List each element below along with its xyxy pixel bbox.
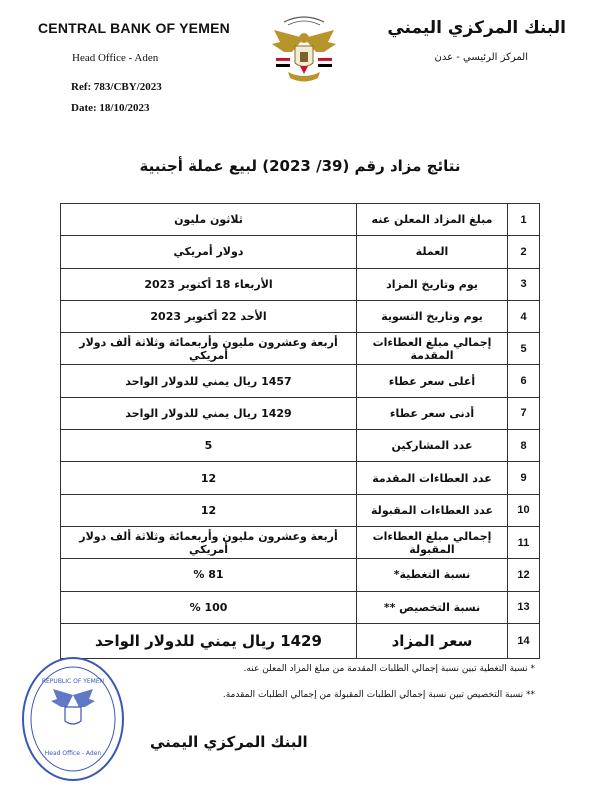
row-label: مبلغ المزاد المعلن عنه — [357, 204, 508, 236]
coverage-footnote: * نسبة التغطية تبين نسبة إجمالي الطلبات المقدمة من مبلغ المزاد المعلن عنه. — [243, 664, 535, 674]
row-number: 14 — [508, 623, 540, 658]
english-head-office: Head Office - Aden — [72, 52, 159, 64]
row-value: 5 — [61, 430, 357, 462]
row-number: 9 — [508, 462, 540, 494]
table-row — [61, 204, 540, 236]
row-label: عدد المشاركين — [357, 430, 508, 462]
auction-results-table — [60, 203, 540, 659]
row-number: 13 — [508, 591, 540, 623]
row-value: ثلاثون مليون — [61, 204, 357, 236]
table-row — [61, 591, 540, 623]
table-row — [61, 559, 540, 591]
table-row — [61, 526, 540, 558]
seal-text-bottom: Head Office - Aden — [44, 750, 102, 757]
row-label: عدد العطاءات المقدمة — [357, 462, 508, 494]
row-label: إجمالي مبلغ العطاءات المقدمة — [357, 333, 508, 365]
row-label: عدد العطاءات المقبولة — [357, 494, 508, 526]
row-label: العملة — [357, 236, 508, 268]
table-row — [61, 494, 540, 526]
document-title: نتائج مزاد رقم (39/ 2023) لبيع عملة أجنبية — [139, 157, 461, 175]
row-number: 8 — [508, 430, 540, 462]
table-row — [61, 333, 540, 365]
row-number: 7 — [508, 397, 540, 429]
signature-label: البنك المركزي اليمني — [150, 733, 308, 751]
yemen-emblem-icon — [262, 8, 346, 92]
row-value: 1457 ريال يمني للدولار الواحد — [61, 365, 357, 397]
row-value: 1429 ريال يمني للدولار الواحد — [61, 623, 357, 658]
row-label: سعر المزاد — [357, 623, 508, 658]
row-value: 1429 ريال يمني للدولار الواحد — [61, 397, 357, 429]
table-row — [61, 623, 540, 658]
row-number: 4 — [508, 300, 540, 332]
row-number: 11 — [508, 526, 540, 558]
seal-text-top: REPUBLIC OF YEMEN — [41, 678, 105, 685]
official-seal-icon — [20, 655, 126, 783]
row-label: أدنى سعر عطاء — [357, 397, 508, 429]
row-label: نسبة التغطية* — [357, 559, 508, 591]
row-number: 1 — [508, 204, 540, 236]
reference-number: Ref: 783/CBY/2023 — [71, 81, 162, 93]
row-number: 3 — [508, 268, 540, 300]
table-row — [61, 236, 540, 268]
row-value: الأحد 22 أكتوبر 2023 — [61, 300, 357, 332]
table-row — [61, 365, 540, 397]
row-number: 12 — [508, 559, 540, 591]
table-row — [61, 300, 540, 332]
table-row — [61, 462, 540, 494]
table-row — [61, 430, 540, 462]
row-value: أربعة وعشرون مليون وأربعمائة وثلاثة ألف دولار أمريكي — [61, 333, 357, 365]
row-value: الأربعاء 18 أكتوبر 2023 — [61, 268, 357, 300]
row-value: 81 % — [61, 559, 357, 591]
row-number: 2 — [508, 236, 540, 268]
row-value: 100 % — [61, 591, 357, 623]
row-label: يوم وتاريخ التسوية — [357, 300, 508, 332]
row-label: إجمالي مبلغ العطاءات المقبولة — [357, 526, 508, 558]
table-row — [61, 268, 540, 300]
row-label: يوم وتاريخ المزاد — [357, 268, 508, 300]
footnotes — [223, 656, 535, 708]
document-date: Date: 18/10/2023 — [71, 102, 150, 114]
row-number: 5 — [508, 333, 540, 365]
row-value: دولار أمريكي — [61, 236, 357, 268]
row-value: أربعة وعشرون مليون وأربعمائة وثلاثة ألف دولار أمريكي — [61, 526, 357, 558]
english-bank-name: CENTRAL BANK OF YEMEN — [38, 20, 230, 36]
row-value: 12 — [61, 494, 357, 526]
row-number: 10 — [508, 494, 540, 526]
row-value: 12 — [61, 462, 357, 494]
allocation-footnote: ** نسبة التخصيص تبين نسبة إجمالي الطلبات المقبولة من إجمالي الطلبات المقدمة. — [222, 690, 535, 700]
arabic-bank-name: البنك المركزي اليمني — [387, 18, 566, 38]
row-label: أعلى سعر عطاء — [357, 365, 508, 397]
table-row — [61, 397, 540, 429]
arabic-head-office: المركز الرئيسي - عدن — [434, 52, 528, 63]
row-number: 6 — [508, 365, 540, 397]
row-label: نسبة التخصيص ** — [357, 591, 508, 623]
